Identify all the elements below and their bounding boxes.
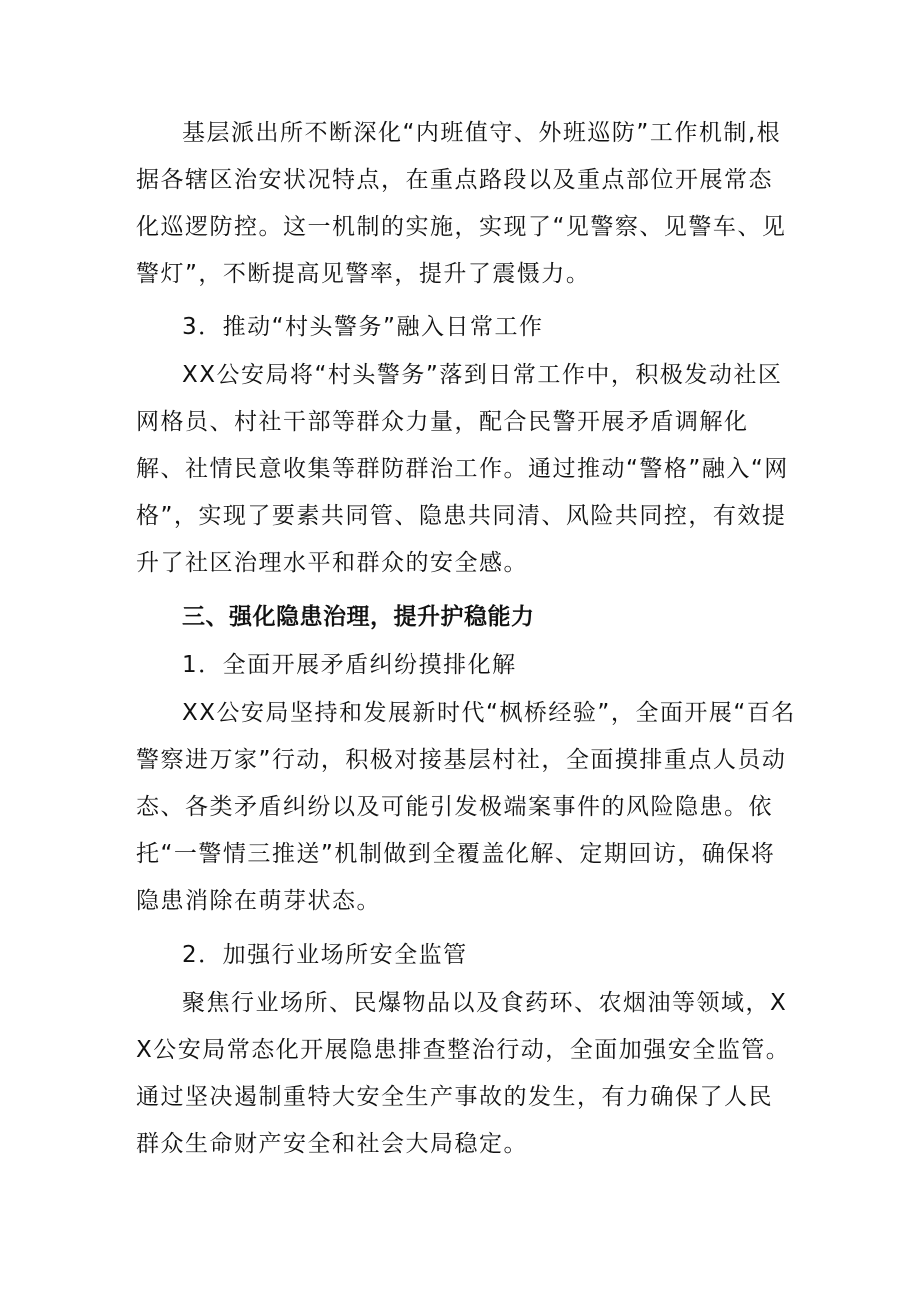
paragraph-patrol-mechanism: 基层派出所不断深化“内班值守、外班巡防”工作机制,根据各辖区治安状况特点，在重点路段以及重点部位开展常态化巡逻防控。这一机制的实施，实现了“见警察、见警车、见警灯”，不断提高见警率，提升了震慑力。 xyxy=(136,120,787,287)
paragraph-dispute-resolution: XX公安局坚持和发展新时代“枫桥经验”，全面开展“百名警察进万家”行动，积极对接基层村社，全面摸排重点人员动态、各类矛盾纠纷以及可能引发极端案事件的风险隐患。依托“一警情三推送”机制做到全覆盖化解、定期回访，确保将隐患消除在萌芽状态。 xyxy=(136,700,796,914)
paragraph-safety-supervision: 聚焦行业场所、民爆物品以及食药环、农烟油等领域，XX公安局常态化开展隐患排查整治行动，全面加强安全监管。通过坚决遏制重特大安全生产事故的发生，有力确保了人民群众生命财产安全和社会大局稳定。 xyxy=(136,990,791,1157)
subheading-dispute-resolution: 1．全面开展矛盾纠纷摸排化解 xyxy=(182,652,517,678)
subheading-safety-supervision: 2．加强行业场所安全监管 xyxy=(182,942,468,968)
subheading-village-policing: 3．推动“村头警务”融入日常工作 xyxy=(182,314,544,340)
paragraph-village-policing: XX公安局将“村头警务”落到日常工作中，积极发动社区网格员、村社干部等群众力量，配合民警开展矛盾调解化解、社情民意收集等群防群治工作。通过推动“警格”融入“网格”，实现了要素共同管、隐患共同清、风险共同控，有效提升了社区治理水平和群众的安全感。 xyxy=(136,362,789,576)
section-heading-hazard-governance: 三、强化隐患治理，提升护稳能力 xyxy=(182,604,535,630)
